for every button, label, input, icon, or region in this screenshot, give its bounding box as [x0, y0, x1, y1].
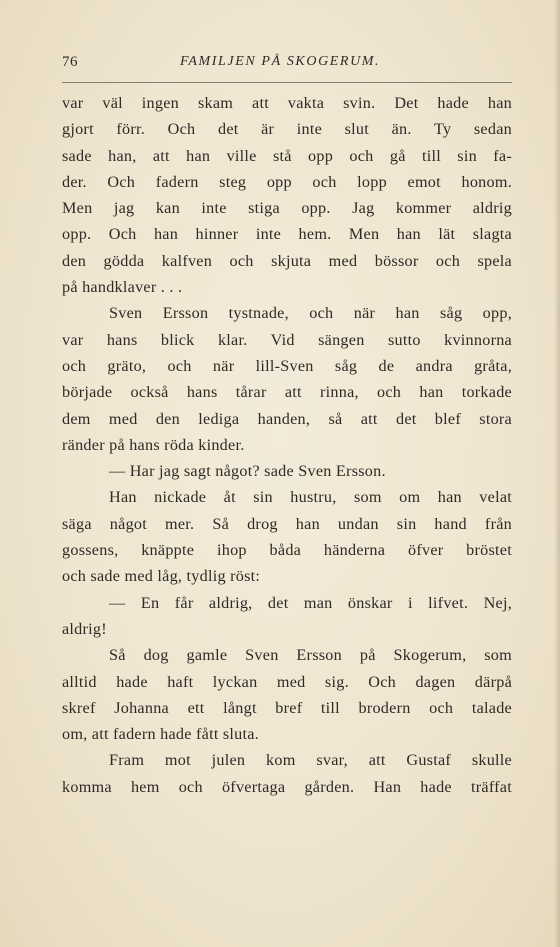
text-line: om, att fadern hade fått sluta. — [62, 725, 259, 744]
text-line: gjort förr. Och det är inte slut än. Ty sedan — [62, 120, 512, 139]
text-line: dem med den lediga handen, så att det blef stora — [62, 409, 512, 428]
text-line: alltid hade haft lyckan med sig. Och dagen därpå — [62, 672, 512, 691]
text-line: komma hem och öfvertaga gården. Han hade träffat — [62, 777, 512, 796]
header-rule — [62, 82, 512, 83]
text-line: sade han, att han ville stå opp och gå till sin fa- — [62, 146, 512, 165]
page-edge-shadow — [554, 0, 560, 947]
text-line: der. Och fadern steg opp och lopp emot honom. — [62, 172, 512, 191]
text-line: var hans blick klar. Vid sängen sutto kvinnorna — [62, 330, 512, 349]
text-line: på handklaver . . . — [62, 278, 183, 297]
text-line: — En får aldrig, det man önskar i lifvet. Nej, — [109, 593, 512, 612]
text-line: Han nickade åt sin hustru, som om han velat — [109, 488, 512, 507]
text-line: opp. Och han hinner inte hem. Men han lät slagta — [62, 225, 512, 244]
text-line: och sade med låg, tydlig röst: — [62, 567, 261, 586]
text-line: var väl ingen skam att vakta svin. Det hade han — [62, 94, 512, 112]
running-title: FAMILJEN PÅ SKOGERUM. — [180, 54, 381, 69]
text-line: — Har jag sagt något? sade Sven Ersson. — [109, 462, 386, 481]
text-line: den gödda kalfven och skjuta med bössor och spela — [62, 251, 512, 270]
text-line: Men jag kan inte stiga opp. Jag kommer aldrig — [62, 199, 512, 218]
body-text — [62, 90, 512, 800]
page-header — [62, 52, 512, 76]
text-line: Fram mot julen kom svar, att Gustaf skulle — [109, 751, 512, 770]
text-line: Så dog gamle Sven Ersson på Skogerum, som — [109, 646, 512, 665]
text-line: skref Johanna ett långt bref till brodern och talade — [62, 698, 512, 717]
text-line: säga något mer. Så drog han undan sin hand från — [62, 514, 512, 533]
text-line: Sven Ersson tystnade, och när han såg opp, — [109, 304, 512, 323]
text-line: gossens, knäppte ihop båda händerna öfver bröstet — [62, 541, 512, 560]
text-line: ränder på hans röda kinder. — [62, 435, 245, 454]
text-line: aldrig! — [62, 619, 107, 638]
text-line: började också hans tårar att rinna, och han torkade — [62, 383, 512, 402]
text-line: och gräto, och när lill-Sven såg de andra gråta, — [62, 356, 512, 375]
page-number: 76 — [62, 54, 78, 70]
